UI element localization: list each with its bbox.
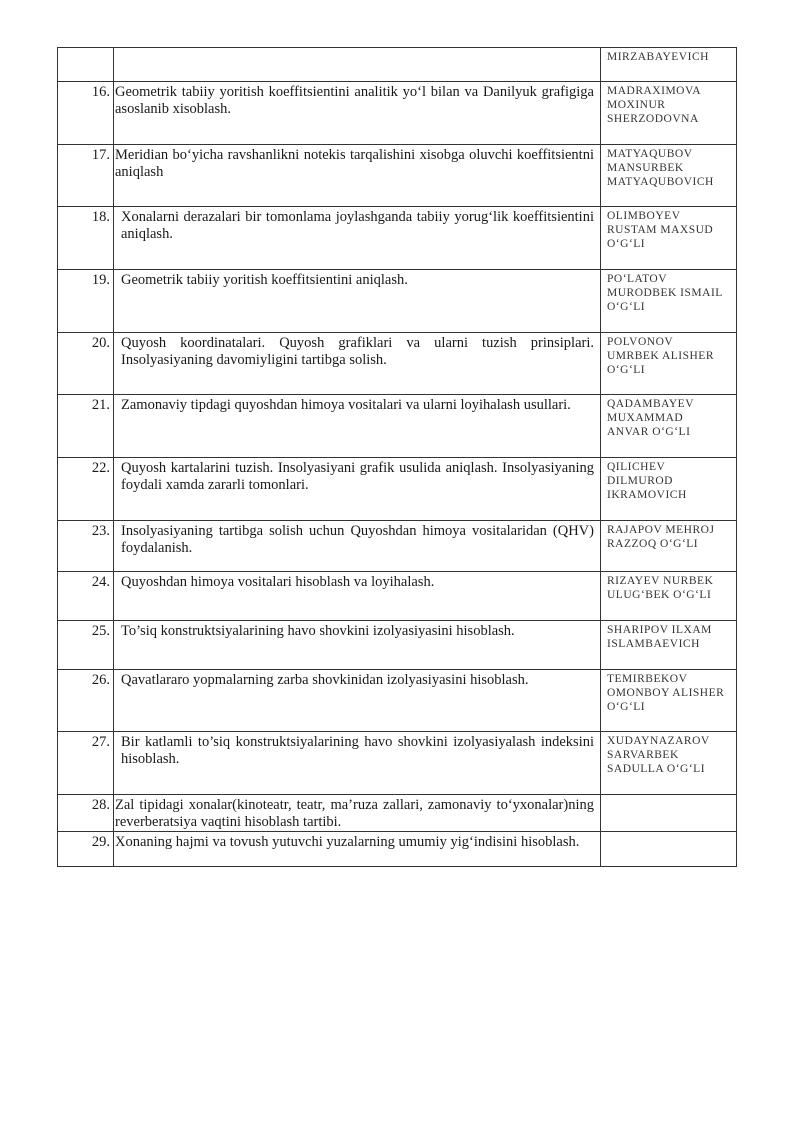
student-name xyxy=(601,145,737,207)
topics-table xyxy=(57,47,737,867)
student-name-line: ISLAMBAEVICH xyxy=(607,638,700,650)
student-name xyxy=(601,572,737,621)
table-row xyxy=(58,145,737,207)
topic-text: Quyosh koordinatalari. Quyosh grafiklari va ularni tuzish prinsiplari. Insolyasiyaning davomiyligini tartibga solish. xyxy=(114,333,601,395)
table-row xyxy=(58,82,737,145)
row-number: 28. xyxy=(58,795,114,832)
table-row xyxy=(58,795,737,832)
topic-text: Geometrik tabiiy yoritish koeffitsientini aniqlash. xyxy=(114,270,601,333)
topic-text: Quyoshdan himoya vositalari hisoblash va loyihalash. xyxy=(114,572,601,621)
student-name xyxy=(601,270,737,333)
student-name-line: MANSURBEK xyxy=(607,162,684,174)
topic-text xyxy=(114,48,601,82)
student-name xyxy=(601,621,737,670)
student-name-line: O‘G‘LI xyxy=(607,301,646,313)
student-name-line: O‘G‘LI xyxy=(607,701,646,713)
table-row xyxy=(58,572,737,621)
row-number xyxy=(58,48,114,82)
row-number: 16. xyxy=(58,82,114,145)
student-name-line: IKRAMOVICH xyxy=(607,489,687,501)
student-name xyxy=(601,521,737,572)
student-name xyxy=(601,458,737,521)
topic-text: Meridian bo‘yicha ravshanlikni notekis tarqalishini xisobga oluvchi koeffitsientni aniqlash xyxy=(114,145,601,207)
row-number: 23. xyxy=(58,521,114,572)
student-name-line: O‘G‘LI xyxy=(607,238,646,250)
student-name-line: MUXAMMAD xyxy=(607,412,684,424)
table-row xyxy=(58,270,737,333)
student-name-line: ANVAR O‘G‘LI xyxy=(607,426,691,438)
student-name-line: OLIMBOYEV xyxy=(607,210,681,222)
row-number: 25. xyxy=(58,621,114,670)
row-number: 29. xyxy=(58,832,114,867)
table-row xyxy=(58,207,737,270)
student-name-line: UMRBEK ALISHER xyxy=(607,350,714,362)
table-row xyxy=(58,621,737,670)
row-number: 17. xyxy=(58,145,114,207)
student-name-line: MURODBEK ISMAIL xyxy=(607,287,723,299)
student-name-line: SHARIPOV ILXAM xyxy=(607,624,712,636)
row-number: 19. xyxy=(58,270,114,333)
student-name-line: QILICHEV xyxy=(607,461,666,473)
student-name-line: ULUG‘BEK O‘G‘LI xyxy=(607,589,712,601)
student-name xyxy=(601,795,737,832)
student-name-line: SADULLA O‘G‘LI xyxy=(607,763,706,775)
student-name xyxy=(601,832,737,867)
topic-text: Bir katlamli to’siq konstruktsiyalarining havo shovkini izolyasiyalash indeksini hisoblash. xyxy=(114,732,601,795)
student-name-line: RUSTAM MAXSUD xyxy=(607,224,714,236)
table-row xyxy=(58,48,737,82)
row-number: 20. xyxy=(58,333,114,395)
table-row xyxy=(58,732,737,795)
row-number: 18. xyxy=(58,207,114,270)
topic-text: Zamonaviy tipdagi quyoshdan himoya vositalari va ularni loyihalash usullari. xyxy=(114,395,601,458)
student-name-line: RAZZOQ O‘G‘LI xyxy=(607,538,699,550)
student-name-line: RIZAYEV NURBEK xyxy=(607,575,714,587)
student-name xyxy=(601,395,737,458)
student-name-line: O‘G‘LI xyxy=(607,364,646,376)
student-name-line: PO‘LATOV xyxy=(607,273,668,285)
student-name xyxy=(601,732,737,795)
topic-text: Qavatlararo yopmalarning zarba shovkinidan izolyasiyasini hisoblash. xyxy=(114,670,601,732)
student-name-line: XUDAYNAZAROV xyxy=(607,735,710,747)
student-name-line: MIRZABAYEVICH xyxy=(607,51,709,63)
topic-text: Zal tipidagi xonalar(kinoteatr, teatr, ma’ruza zallari, zamonaviy to‘yxonalar)ning reverberatsiya vaqtini hisoblash tartibi. xyxy=(114,795,601,832)
student-name-line: POLVONOV xyxy=(607,336,674,348)
row-number: 21. xyxy=(58,395,114,458)
student-name xyxy=(601,670,737,732)
student-name-line: MATYAQUBOV xyxy=(607,148,693,160)
student-name xyxy=(601,48,737,82)
table-row xyxy=(58,832,737,867)
row-number: 22. xyxy=(58,458,114,521)
table-row xyxy=(58,521,737,572)
student-name-line: DILMUROD xyxy=(607,475,673,487)
topic-text: Geometrik tabiiy yoritish koeffitsientini analitik yo‘l bilan va Danilyuk grafigiga asoslanib xisoblash. xyxy=(114,82,601,145)
student-name xyxy=(601,207,737,270)
row-number: 27. xyxy=(58,732,114,795)
row-number: 26. xyxy=(58,670,114,732)
table-row xyxy=(58,395,737,458)
table-row xyxy=(58,670,737,732)
student-name-line: MATYAQUBOVICH xyxy=(607,176,714,188)
topic-text: Quyosh kartalarini tuzish. Insolyasiyani grafik usulida aniqlash. Insolyasiyaning foydali xamda zararli tomonlari. xyxy=(114,458,601,521)
student-name-line: MADRAXIMOVA xyxy=(607,85,702,97)
student-name-line: RAJAPOV MEHROJ xyxy=(607,524,715,536)
student-name-line: QADAMBAYEV xyxy=(607,398,694,410)
student-name-line: SHERZODOVNA xyxy=(607,113,699,125)
row-number: 24. xyxy=(58,572,114,621)
topic-text: Xonaning hajmi va tovush yutuvchi yuzalarning umumiy yig‘indisini hisoblash. xyxy=(114,832,601,867)
student-name-line: MOXINUR xyxy=(607,99,666,111)
student-name xyxy=(601,333,737,395)
topic-text: Xonalarni derazalari bir tomonlama joylashganda tabiiy yorug‘lik koeffitsientini aniqlash. xyxy=(114,207,601,270)
table-row xyxy=(58,458,737,521)
student-name xyxy=(601,82,737,145)
student-name-line: SARVARBEK xyxy=(607,749,679,761)
topic-text: Insolyasiyaning tartibga solish uchun Quyoshdan himoya vositalaridan (QHV) foydalanish. xyxy=(114,521,601,572)
student-name-line: OMONBOY ALISHER xyxy=(607,687,725,699)
student-name-line: TEMIRBEKOV xyxy=(607,673,688,685)
topic-text: To’siq konstruktsiyalarining havo shovkini izolyasiyasini hisoblash. xyxy=(114,621,601,670)
table-row xyxy=(58,333,737,395)
